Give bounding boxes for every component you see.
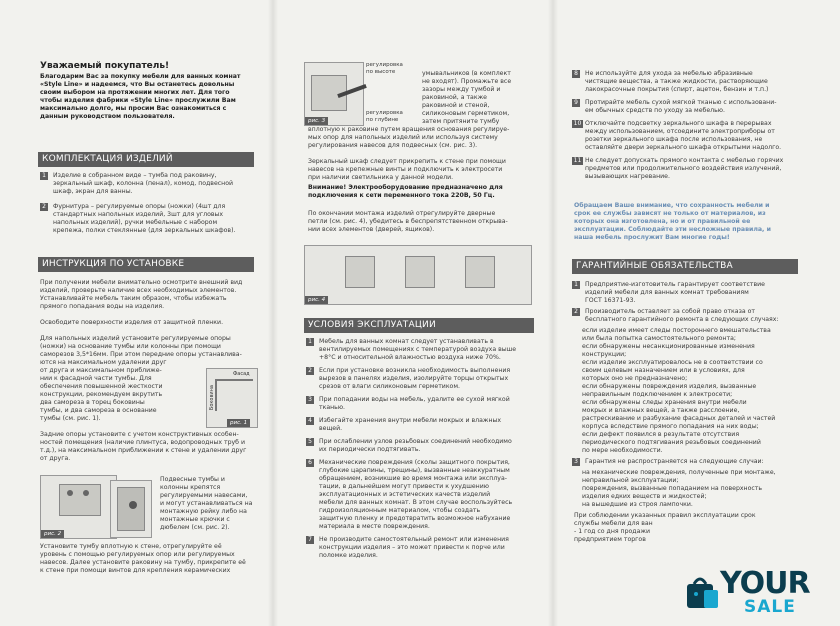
item-text-line: +8°С и относительной влажностью воздуха ниже 70%. [319,354,501,361]
item-number: 11 [573,157,582,164]
para-line: Зеркальный шкаф следует прикрепить к стене при помощи [308,158,506,165]
note-line: эксплуатации. Соблюдайте эти несложные правила, и [574,226,771,233]
note-line: наша мебель прослужит Вам многие годы! [574,234,730,241]
bullet-line: неправильным подключением к электросети; [582,391,733,398]
item-text-line: При попадании воды на мебель, удалите ее сухой мягкой [319,396,510,403]
item-text-line: напольных изделий), ручки мебельные с набором [53,219,218,226]
install-line: от друга. [40,455,71,462]
install-line: тумбы (см. рис. 1). [40,415,101,422]
hang-line: и могут устанавливаться на [160,500,253,507]
bottom-line: навесов. Далее установите раковину на тумбу, прикрепите её [40,559,246,566]
item-text-line: Не производите самостоятельный ремонт или изменения [319,536,509,543]
item-text-line: мебели для ванных комнат. В этом случае воспользуйтесь [319,499,513,506]
bottom-line: Установите тумбу вплотную к стене, отрегулируйте её [40,543,222,550]
bullet-line: если дефект появился в результате отсутствия [582,431,740,438]
section-header-usage: УСЛОВИЯ ЭКСПЛУАТАЦИИ [304,318,534,333]
note-line: срок ее службы зависят не только от материалов, из [574,210,766,217]
item-text-line: ГОСТ 16371-93. [585,297,636,304]
install-line: т.д.), на максимальном приближении к стене и удалении друг [40,447,247,454]
install-line: нии к фасадной части тумбы. Для [40,375,152,382]
hang-line: монтажную рейку либо на [160,508,247,515]
item-text-line: обращением, возникшие во время монтажа или эксплуа- [319,475,507,482]
install-line: два самореза в торец боковины [40,399,145,406]
bullet-line: если изделие эксплуатировалось не в соответствии со [582,359,763,366]
page-fold [548,0,558,626]
hang-line: монтажные крючки с [160,516,230,523]
figure-4 [304,245,532,305]
intro-line: данным руководством пользователя. [40,113,175,120]
warning-line: Внимание! Электрооборудование предназначено для [308,184,503,191]
figure-2b [110,480,152,538]
intro-line: максимально долго, мы просим Вас ознакомиться с [40,105,227,112]
item-text-line: между использованием, отсоедините электроприборы от [585,128,775,135]
side-line: раковиной и стеной, [422,102,490,109]
item-text-line: вырезов в панелях изделия, изолируйте торцы открытых [319,375,509,382]
item-text-line: зеркальный шкаф, колонна (пенал), комод, подвесной [53,180,234,187]
item-text-line: Изделие в собранном виде – тумба под раковину, [53,172,217,179]
section-header-warranty: ГАРАНТИЙНЫЕ ОБЯЗАТЕЛЬСТВА [572,259,798,274]
bullet-line: по мере необходимости. [582,447,663,454]
item-text-line: вентилируемых помещениях с температурой воздуха выше [319,346,517,353]
item-text-line: защитную пленку и предотвратить возможное набухание [319,515,511,522]
bullet-line: которых оно не предназначено; [582,375,688,382]
item-number: 1 [572,281,580,289]
bullet-line: повреждения, вызванные попаданием на поверхность [582,485,763,492]
figure-2-label: рис. 2 [41,530,64,538]
item-text-line: Протирайте мебель сухой мягкой тканью с использовани- [585,99,777,106]
item-text-line: Гарантия не распространяется на следующие случаи: [585,458,764,465]
install-line: При получении мебели внимательно осмотрите внешний вид [40,279,243,286]
install-line: изделий, проверьте наличие всех необходимых элементов. [40,287,237,294]
item-text-line: изделий мебели для ванных комнат требованиям [585,289,749,296]
install-line: конструкции, рекомендуем вкрутить [40,391,163,398]
item-number: 3 [306,396,314,404]
intro-line: своим выбором на протяжении многих лет. Для того [40,89,230,96]
bullet-line: если обнаружены следы хранения внутри мебели [582,399,747,406]
item-text-line: лакокрасочные покрытия (спирт, ацетон, бензин и т.п.) [585,86,769,93]
install-line: ностей помещения (наличие плинтуса, водопроводных труб и [40,439,245,446]
item-text-line: вызывающих нагревание. [585,173,670,180]
bullet-line: на вышедшие из строя лампочки. [582,501,693,508]
logo-sub: SALE [744,597,796,617]
para-line: навесов на крепежные винты и подключить к электросети [308,166,503,173]
item-number: 5 [306,438,314,446]
section-header-set: КОМПЛЕКТАЦИЯ ИЗДЕЛИЙ [38,152,254,167]
bullet-line: если обнаружены несанкционированные изменения [582,343,755,350]
item-text-line: поломке изделия. [319,552,378,559]
item-text-line: розетки зеркального шкафа после использования, не [585,136,763,143]
item-text-line: Не используйте для ухода за мебелью абразивные [585,70,753,77]
item-number: 1 [306,338,314,346]
item-number: 1 [40,172,48,180]
install-line: Освободите поверхности изделия от защитной пленки. [40,319,224,326]
para-line: при наличии светильника у данной модели. [308,174,454,181]
bottom-line: к стене при помощи винтов для крепления керамических [40,567,231,574]
bullet-line: на механические повреждения, полученные при монтаже, [582,469,776,476]
item-text-line: При ослаблении узлов резьбовых соединений необходимо [319,438,512,445]
item-number: 2 [306,367,314,375]
bullet-line: или была попытка самостоятельного ремонта; [582,335,736,342]
item-text-line: предметов или продолжительного воздействия излучений, [585,165,782,172]
para-line: вплотную к раковине путем вращения основания регулируе- [308,126,510,133]
note-line: Обращаем Ваше внимание, что сохранность мебели и [574,202,770,209]
bullet-line: своим целевым назначением или в условиях, для [582,367,745,374]
item-text-line: Отключайте подсветку зеркального шкафа в перерывах [585,120,772,127]
greeting: Уважаемый покупатель! [40,61,170,71]
fig1-tag-side: Боковина [209,385,215,411]
bullet-line: растрескивание и разбухание фасадных деталей и частей [582,415,776,422]
bullet-line: корпуса вследствие прямого попадания на них воды; [582,423,759,430]
item-text-line: крепежа, полки стеклянные (для зеркальных шкафов). [53,227,236,234]
item-text-line: эксплуатационных и эстетических качеств изделий [319,491,491,498]
item-text-line: гидроизоляционным материалом, чтобы создать [319,507,481,514]
fig3-tag-height: регулировка по высоте [366,62,403,75]
install-line: обеспечения повышенной жесткости [40,383,163,390]
side-line: не входят). Промажьте все [422,78,512,85]
para-line: петли (см. рис. 4), убедитесь в беспрепятственном открыва- [308,218,508,225]
item-number: 8 [572,70,580,78]
para-line: регулирования навесов для подвесных (см. рис. 3). [308,142,478,149]
side-line: умывальников (в комплект [422,70,511,77]
para-line: нии всех элементов (дверей, ящиков). [308,226,435,233]
section-header-install: ИНСТРУКЦИЯ ПО УСТАНОВКЕ [38,257,254,272]
install-line: саморезов 3,5*16мм. При этом передние опоры устанавлива- [40,351,242,358]
item-text-line: Избегайте хранения внутри мебели мокрых и влажных [319,417,502,424]
page-fold [268,0,278,626]
item-text-line: Механические повреждения (сколы защитного покрытия, [319,459,510,466]
side-line: зазоры между тумбой и [422,86,501,93]
hang-line: Подвесные тумбы и [160,476,225,483]
item-text-line: Предприятие-изготовитель гарантирует соответствие [585,281,765,288]
item-text-line: Мебель для ванных комнат следует устанавливать в [319,338,494,345]
item-text-line: их периодически подтягивать. [319,446,421,453]
figure-1-label: рис. 1 [227,419,250,427]
install-line: Для напольных изделий установите регулируемые опоры [40,335,231,342]
item-text-line: материала в месте повреждения. [319,523,430,530]
bullet-line: периодического подтягивания резьбовых соединений [582,439,761,446]
footer-line: - 1 год со дня продажи [574,528,650,535]
figure-1 [206,368,258,428]
item-number: 9 [572,99,580,107]
fig1-tag-facade: Фасад [233,371,250,377]
hang-line: дюбелем (см. рис. 2). [160,524,230,531]
figure-3 [304,62,364,126]
install-line: прямого попадания воды на изделия. [40,303,165,310]
bullet-line: мокрых и влажных вещей, а также расслоение, [582,407,740,414]
side-line: силиконовым герметиком, [422,110,510,117]
item-text-line: Если при установке возникла необходимость выполнения [319,367,511,374]
bullet-line: если обнаружены повреждения изделия, вызванные [582,383,757,390]
bullet-line: конструкции; [582,351,627,358]
intro-line: Благодарим Вас за покупку мебели для ванных комнат [40,73,241,80]
footer-line: службы мебели для ван [574,520,653,527]
item-number: 4 [306,417,314,425]
item-text-line: оставляйте двери зеркального шкафа открытыми надолго. [585,144,782,151]
item-number: 6 [306,459,314,467]
install-line: Устанавливайте мебель таким образом, чтобы избежать [40,295,227,302]
intro-line: чтобы изделия фабрики «Style Line» прослужили Вам [40,97,236,104]
shopping-bag-icon [682,572,722,612]
item-text-line: шкаф, экран для ванны. [53,188,133,195]
figure-2a [40,475,117,539]
item-number: 2 [40,203,48,211]
item-number: 10 [573,120,582,127]
item-text-line: тации, в дальнейшем могут привести к ухудшению [319,483,489,490]
intro-line: «Style Line» и надеемся, что Вы останетесь довольны [40,81,235,88]
footer-line: При соблюдении указанных правил эксплуатации срок [574,512,756,519]
yoursale-logo [680,562,810,618]
figure-3-label: рис. 3 [305,117,328,125]
install-line: (ножки) на основание тумбы или колонны при помощи [40,343,221,350]
figure-4-label: рис. 4 [305,296,328,304]
side-line: раковиной, а также [422,94,487,101]
install-line: ются на максимальном удалении друг [40,359,167,366]
install-line: тумбы, и два самореза в основание [40,407,157,414]
bullet-line: изделия едких веществ и жидкостей; [582,493,707,500]
footer-line: предприятием торгов [574,536,646,543]
item-text-line: срезов от влаги силиконовым герметиком. [319,383,460,390]
item-text-line: бесплатного гарантийного ремонта в следующих случаях: [585,316,779,323]
fig3-tag-depth: регулировка по глубине [366,110,403,123]
hang-line: колонны крепятся [160,484,221,491]
bullet-line: если изделие имеет следы постороннего вмешательства [582,327,771,334]
bottom-line: уровень с помощью регулируемых опор или регулируемых [40,551,235,558]
warning-line: подключения к сети переменного тока 220В, 50 Гц. [308,192,495,199]
item-text-line: Не следует допускать прямого контакта с мебелью горячих [585,157,784,164]
hang-line: регулируемыми навесами, [160,492,248,499]
item-number: 3 [572,458,580,466]
item-text-line: чистящие вещества, а также жидкости, растворяющие [585,78,768,85]
item-text-line: конструкции изделия – это может привести к порче или [319,544,505,551]
item-text-line: ем обычных средств по уходу за мебелью. [585,107,725,114]
item-number: 2 [572,308,580,316]
install-line: от друга и максимальном приближе- [40,367,162,374]
side-line: затем притяните тумбу [422,118,500,125]
install-line: Задние опоры установите с учетом конструктивных особен- [40,431,239,438]
item-number: 7 [306,536,314,544]
item-text-line: Производитель оставляет за собой право отказа от [585,308,756,315]
item-text-line: глубокие царапины, трещины), вызванные неаккуратным [319,467,510,474]
logo-word: YOUR [720,566,810,601]
item-text-line: тканью. [319,404,346,411]
para-line: мых опор для напольных изделий или используя систему [308,134,498,141]
item-text-line: стандартных напольных изделий, 3шт для угловых [53,211,224,218]
item-text-line: Фурнитура – регулируемые опоры (ножки) (4шт для [53,203,226,210]
bullet-line: неправильной эксплуатации; [582,477,679,484]
para-line: По окончании монтажа изделий отрегулируйте дверные [308,210,496,217]
note-line: которых она изготовлена, но и от правильной ее [574,218,751,225]
item-text-line: вещей. [319,425,343,432]
